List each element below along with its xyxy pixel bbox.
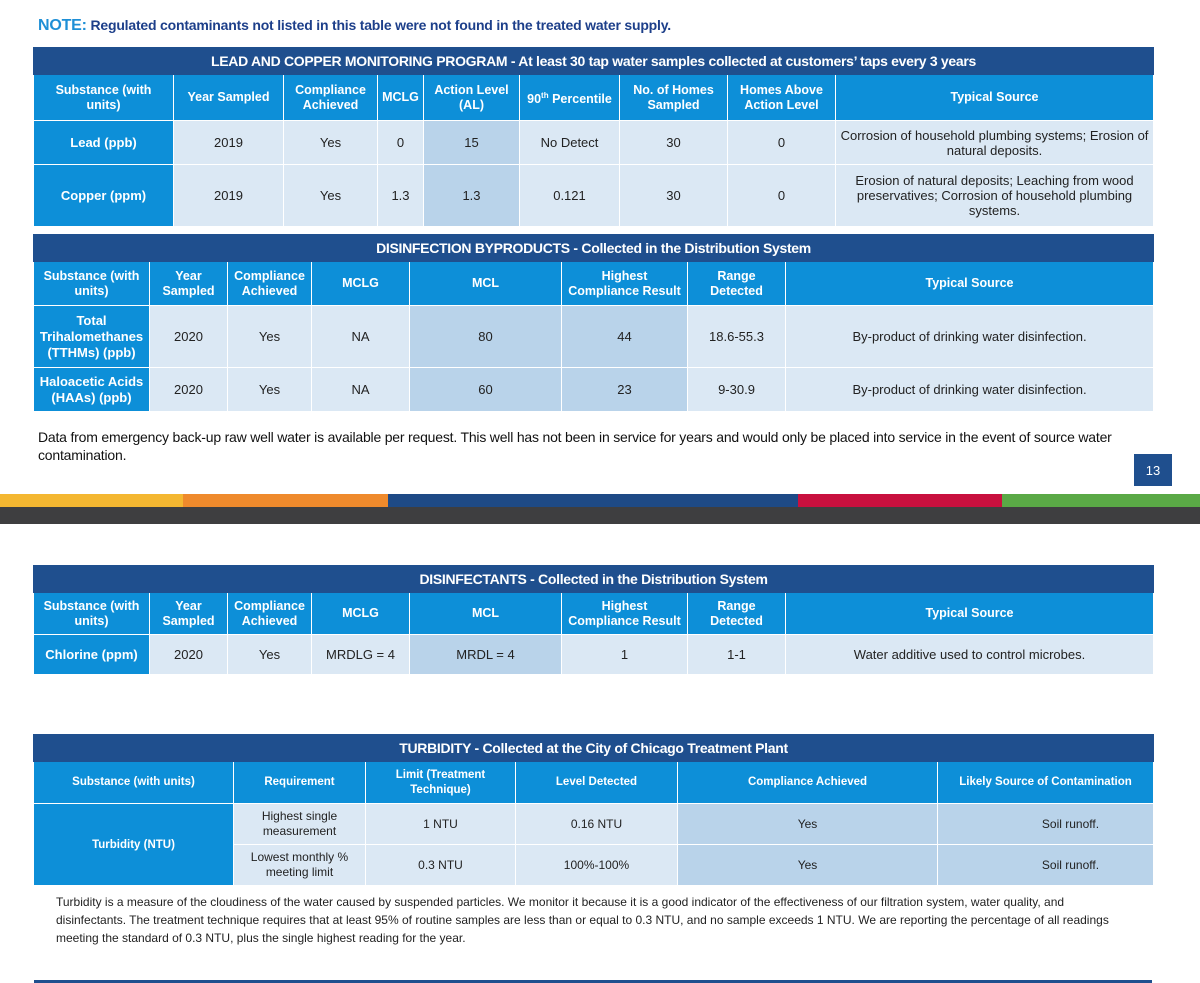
lc-header-substance: Substance (with units) bbox=[34, 75, 174, 121]
table-row bbox=[34, 804, 1154, 845]
lc-cell: 2019 bbox=[174, 121, 284, 165]
lc-cell: 1.3 bbox=[424, 165, 520, 227]
color-stripe-orange bbox=[183, 494, 388, 507]
dis-header-mclg: MCLG bbox=[312, 593, 410, 635]
page-divider-bar bbox=[0, 507, 1200, 524]
dbp-header-mclg: MCLG bbox=[312, 262, 410, 306]
lc-cell: 0.121 bbox=[520, 165, 620, 227]
table-row bbox=[34, 368, 1154, 412]
lc-cell: Yes bbox=[284, 121, 378, 165]
lc-cell: 30 bbox=[620, 165, 728, 227]
dbp-cell: 2020 bbox=[150, 368, 228, 412]
lc-cell: 0 bbox=[728, 165, 836, 227]
lc-header-source: Typical Source bbox=[836, 75, 1154, 121]
turb-cell: Soil runoff. bbox=[938, 845, 1154, 886]
dbp-cell: 23 bbox=[562, 368, 688, 412]
turb-header-substance: Substance (with units) bbox=[34, 762, 234, 804]
lc-cell: Corrosion of household plumbing systems; Erosion of natural deposits. bbox=[836, 121, 1154, 165]
lc-cell: 15 bbox=[424, 121, 520, 165]
turb-cell: 0.3 NTU bbox=[366, 845, 516, 886]
lc-cell: 0 bbox=[378, 121, 424, 165]
dis-header-highest: Highest Compliance Result bbox=[562, 593, 688, 635]
table-row bbox=[34, 165, 1154, 227]
turbidity-title: TURBIDITY - Collected at the City of Chicago Treatment Plant bbox=[34, 735, 1154, 762]
turb-cell: Highest single measurement bbox=[234, 804, 366, 845]
color-stripe-red bbox=[798, 494, 1002, 507]
dis-cell: MRDL = 4 bbox=[410, 635, 562, 675]
dis-cell: 1-1 bbox=[688, 635, 786, 675]
dbp-cell: By-product of drinking water disinfection. bbox=[786, 368, 1154, 412]
lc-header-compliance: Compliance Achieved bbox=[284, 75, 378, 121]
dis-header-source: Typical Source bbox=[786, 593, 1154, 635]
turb-cell: Yes bbox=[678, 845, 938, 886]
dbp-title: DISINFECTION BYPRODUCTS - Collected in the Distribution System bbox=[34, 235, 1154, 262]
dbp-header-substance: Substance (with units) bbox=[34, 262, 150, 306]
dbp-cell: 44 bbox=[562, 306, 688, 368]
dis-header-year: Year Sampled bbox=[150, 593, 228, 635]
dbp-cell: 2020 bbox=[150, 306, 228, 368]
dis-header-substance: Substance (with units) bbox=[34, 593, 150, 635]
turb-cell: Lowest monthly % meeting limit bbox=[234, 845, 366, 886]
turbidity-note: Turbidity is a measure of the cloudiness of the water caused by suspended particles. We monitor it because it is a good indicator of the effectiveness of our filtration system, water quality, and disinfectants. The treatment technique requires that at least 95% of routine samples are less than or equal to 0.3 NTU, and no sample exceeds 1 NTU. We are reporting the percentage of all readings meeting the standard of 0.3 NTU, plus the single highest reading for the year. bbox=[56, 895, 1109, 945]
dbp-cell: Yes bbox=[228, 306, 312, 368]
turb-cell: 1 NTU bbox=[366, 804, 516, 845]
dbp-cell: Haloacetic Acids (HAAs) (ppb) bbox=[34, 368, 150, 412]
dbp-header-source: Typical Source bbox=[786, 262, 1154, 306]
dbp-header-year: Year Sampled bbox=[150, 262, 228, 306]
dis-cell: MRDLG = 4 bbox=[312, 635, 410, 675]
turb-header-limit: Limit (Treatment Technique) bbox=[366, 762, 516, 804]
lead-copper-table bbox=[33, 47, 1154, 227]
color-stripe-green bbox=[1002, 494, 1200, 507]
disinfectants-title: DISINFECTANTS - Collected in the Distribution System bbox=[34, 566, 1154, 593]
lc-header-homes-above: Homes Above Action Level bbox=[728, 75, 836, 121]
dbp-cell: 18.6-55.3 bbox=[688, 306, 786, 368]
dbp-cell: NA bbox=[312, 306, 410, 368]
dbp-header-mcl: MCL bbox=[410, 262, 562, 306]
dis-header-range: Range Detected bbox=[688, 593, 786, 635]
lc-header-action-level: Action Level (AL) bbox=[424, 75, 520, 121]
dis-header-mcl: MCL bbox=[410, 593, 562, 635]
turb-cell: 0.16 NTU bbox=[516, 804, 678, 845]
disinfectants-table bbox=[33, 565, 1154, 675]
table-row bbox=[34, 635, 1154, 675]
dbp-table bbox=[33, 234, 1154, 412]
dbp-header-highest: Highest Compliance Result bbox=[562, 262, 688, 306]
dis-cell: Yes bbox=[228, 635, 312, 675]
dbp-cell: 9-30.9 bbox=[688, 368, 786, 412]
turb-substance: Turbidity (NTU) bbox=[34, 804, 234, 886]
backup-well-note: Data from emergency back-up raw well water is available per request. This well has not been in service for years and would only be placed into service in the event of source water contamination. bbox=[38, 429, 1112, 463]
turb-header-source: Likely Source of Contamination bbox=[938, 762, 1154, 804]
lc-cell: 1.3 bbox=[378, 165, 424, 227]
turb-cell: 100%-100% bbox=[516, 845, 678, 886]
dbp-cell: 60 bbox=[410, 368, 562, 412]
lc-cell: 2019 bbox=[174, 165, 284, 227]
turb-header-requirement: Requirement bbox=[234, 762, 366, 804]
dbp-cell: Yes bbox=[228, 368, 312, 412]
note-line bbox=[38, 17, 671, 35]
dbp-cell: By-product of drinking water disinfection. bbox=[786, 306, 1154, 368]
dbp-header-compliance: Compliance Achieved bbox=[228, 262, 312, 306]
lc-header-90th: 90th Percentile bbox=[520, 75, 620, 121]
note-text: Regulated contaminants not listed in this table were not found in the treated water supply. bbox=[86, 17, 671, 33]
lc-cell: Erosion of natural deposits; Leaching from wood preservatives; Corrosion of household plumbing systems. bbox=[836, 165, 1154, 227]
turb-header-compliance: Compliance Achieved bbox=[678, 762, 938, 804]
lc-cell: No Detect bbox=[520, 121, 620, 165]
dbp-cell: NA bbox=[312, 368, 410, 412]
page-number: 13 bbox=[1134, 454, 1172, 486]
dis-header-compliance: Compliance Achieved bbox=[228, 593, 312, 635]
dis-cell: Water additive used to control microbes. bbox=[786, 635, 1154, 675]
lc-cell: Lead (ppb) bbox=[34, 121, 174, 165]
color-stripe-yellow bbox=[0, 494, 183, 507]
lc-cell: 0 bbox=[728, 121, 836, 165]
color-stripe-blue bbox=[388, 494, 798, 507]
dbp-cell: 80 bbox=[410, 306, 562, 368]
turb-cell: Yes bbox=[678, 804, 938, 845]
lc-header-homes-sampled: No. of Homes Sampled bbox=[620, 75, 728, 121]
dbp-header-range: Range Detected bbox=[688, 262, 786, 306]
lc-header-year: Year Sampled bbox=[174, 75, 284, 121]
dis-cell: 1 bbox=[562, 635, 688, 675]
dis-cell: Chlorine (ppm) bbox=[34, 635, 150, 675]
dis-cell: 2020 bbox=[150, 635, 228, 675]
turb-cell: Soil runoff. bbox=[938, 804, 1154, 845]
table-row bbox=[34, 306, 1154, 368]
turbidity-table bbox=[33, 734, 1154, 886]
lead-copper-title: LEAD AND COPPER MONITORING PROGRAM - At least 30 tap water samples collected at customers’ taps every 3 years bbox=[34, 48, 1154, 75]
turb-header-level: Level Detected bbox=[516, 762, 678, 804]
lc-cell: Copper (ppm) bbox=[34, 165, 174, 227]
dbp-cell: Total Trihalomethanes (TTHMs) (ppb) bbox=[34, 306, 150, 368]
table-row bbox=[34, 121, 1154, 165]
note-label: NOTE: bbox=[38, 17, 87, 34]
lc-header-mclg: MCLG bbox=[378, 75, 424, 121]
lc-cell: Yes bbox=[284, 165, 378, 227]
lc-cell: 30 bbox=[620, 121, 728, 165]
